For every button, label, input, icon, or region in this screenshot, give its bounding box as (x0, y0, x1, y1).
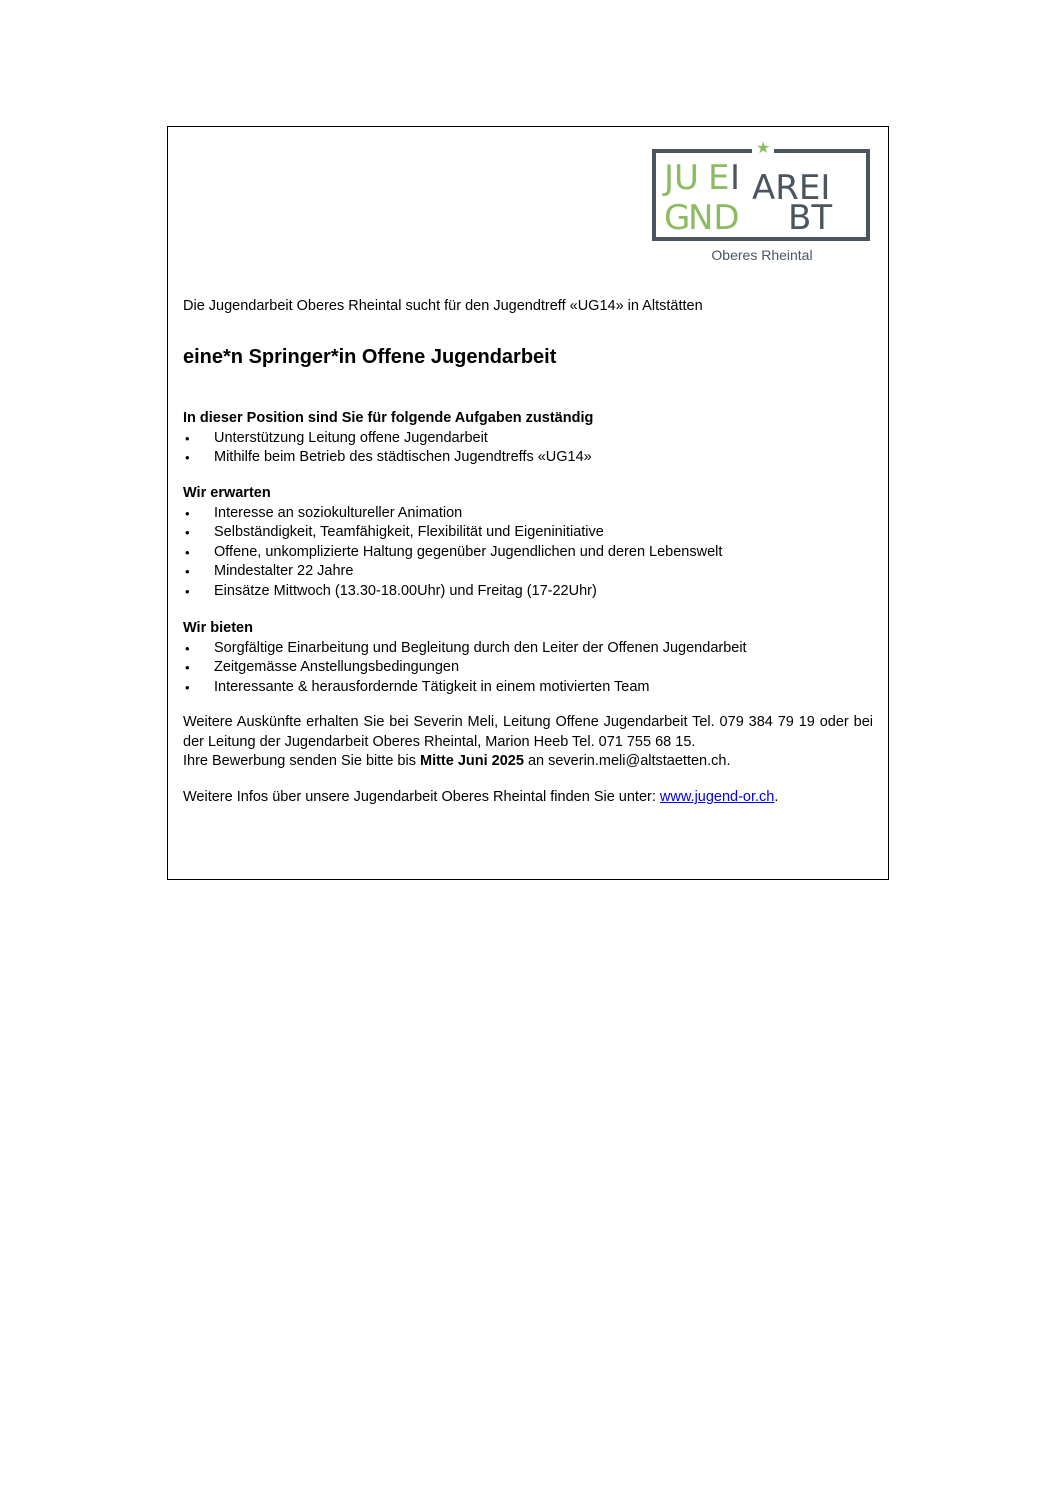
section-bieten (183, 619, 873, 697)
list-item: • Interesse an soziokultureller Animation (183, 504, 873, 524)
logo-text-arei: AREI (752, 168, 831, 208)
deadline: Mitte Juni 2025 (419, 753, 524, 769)
job-title: eine*n Springer*in Offene Jugendarbeit (183, 346, 557, 368)
bullet-list (183, 639, 873, 698)
contact-paragraph (183, 713, 873, 772)
application-text-after: an severin.meli@altstaetten.ch. (523, 753, 731, 769)
job-ad-frame (167, 126, 889, 880)
footer-text: Weitere Infos über unsere Jugendarbeit Oberes Rheintal finden Sie unter: (183, 789, 660, 805)
logo-text-i: I (730, 158, 741, 198)
logo-text-g: G (664, 198, 691, 237)
list-item: • Sorgfältige Einarbeitung und Begleitung durch den Leiter der Offenen Jugendarbeit (183, 639, 873, 659)
list-item: • Zeitgemässe Anstellungsbedingungen (183, 658, 873, 678)
list-item: • Mithilfe beim Betrieb des städtischen Jugendtreffs «UG14» (183, 448, 873, 468)
logo-text-e: E (708, 158, 730, 198)
logo (652, 140, 872, 265)
footer-paragraph (183, 788, 873, 808)
logo-wordmark (660, 153, 864, 237)
logo-text-bt: BT (788, 198, 833, 237)
list-item: • Selbständigkeit, Teamfähigkeit, Flexibilität und Eigeninitiative (183, 523, 873, 543)
application-text (183, 752, 873, 772)
bullet-list (183, 504, 873, 602)
section-heading: In dieser Position sind Sie für folgende Aufgaben zuständig (183, 410, 594, 426)
list-item: • Mindestalter 22 Jahre (183, 562, 873, 582)
star-icon: ★ (752, 141, 774, 157)
application-text-before: Ihre Bewerbung senden Sie bitte bis (183, 753, 420, 769)
logo-text-nd: ND (688, 198, 740, 237)
bullet-list (183, 429, 873, 468)
contact-text: Weitere Auskünfte erhalten Sie bei Severin Meli, Leitung Offene Jugendarbeit Tel. 079 384 79 19 oder bei der Leitung der Jugendarbeit Oberes Rheintal, Marion Heeb Tel. 071 755 68 15. (183, 714, 873, 750)
footer-text-end: . (774, 789, 779, 805)
list-item: • Interessante & herausfordernde Tätigkeit in einem motivierten Team (183, 678, 873, 698)
list-item: • Einsätze Mittwoch (13.30-18.00Uhr) und Freitag (17-22Uhr) (183, 582, 873, 602)
list-item: • Unterstützung Leitung offene Jugendarbeit (183, 429, 873, 449)
website-link[interactable]: www.jugend-or.ch (659, 789, 775, 805)
section-aufgaben (183, 409, 873, 468)
section-erwarten (183, 484, 873, 601)
list-item: • Offene, unkomplizierte Haltung gegenüber Jugendlichen und deren Lebenswelt (183, 543, 873, 563)
logo-text-ju: JU (664, 158, 699, 198)
section-heading: Wir bieten (183, 620, 253, 636)
section-heading: Wir erwarten (183, 485, 271, 501)
logo-subtitle: Oberes Rheintal (711, 247, 813, 263)
intro-text: Die Jugendarbeit Oberes Rheintal sucht für den Jugendtreff «UG14» in Altstätten (183, 298, 703, 314)
